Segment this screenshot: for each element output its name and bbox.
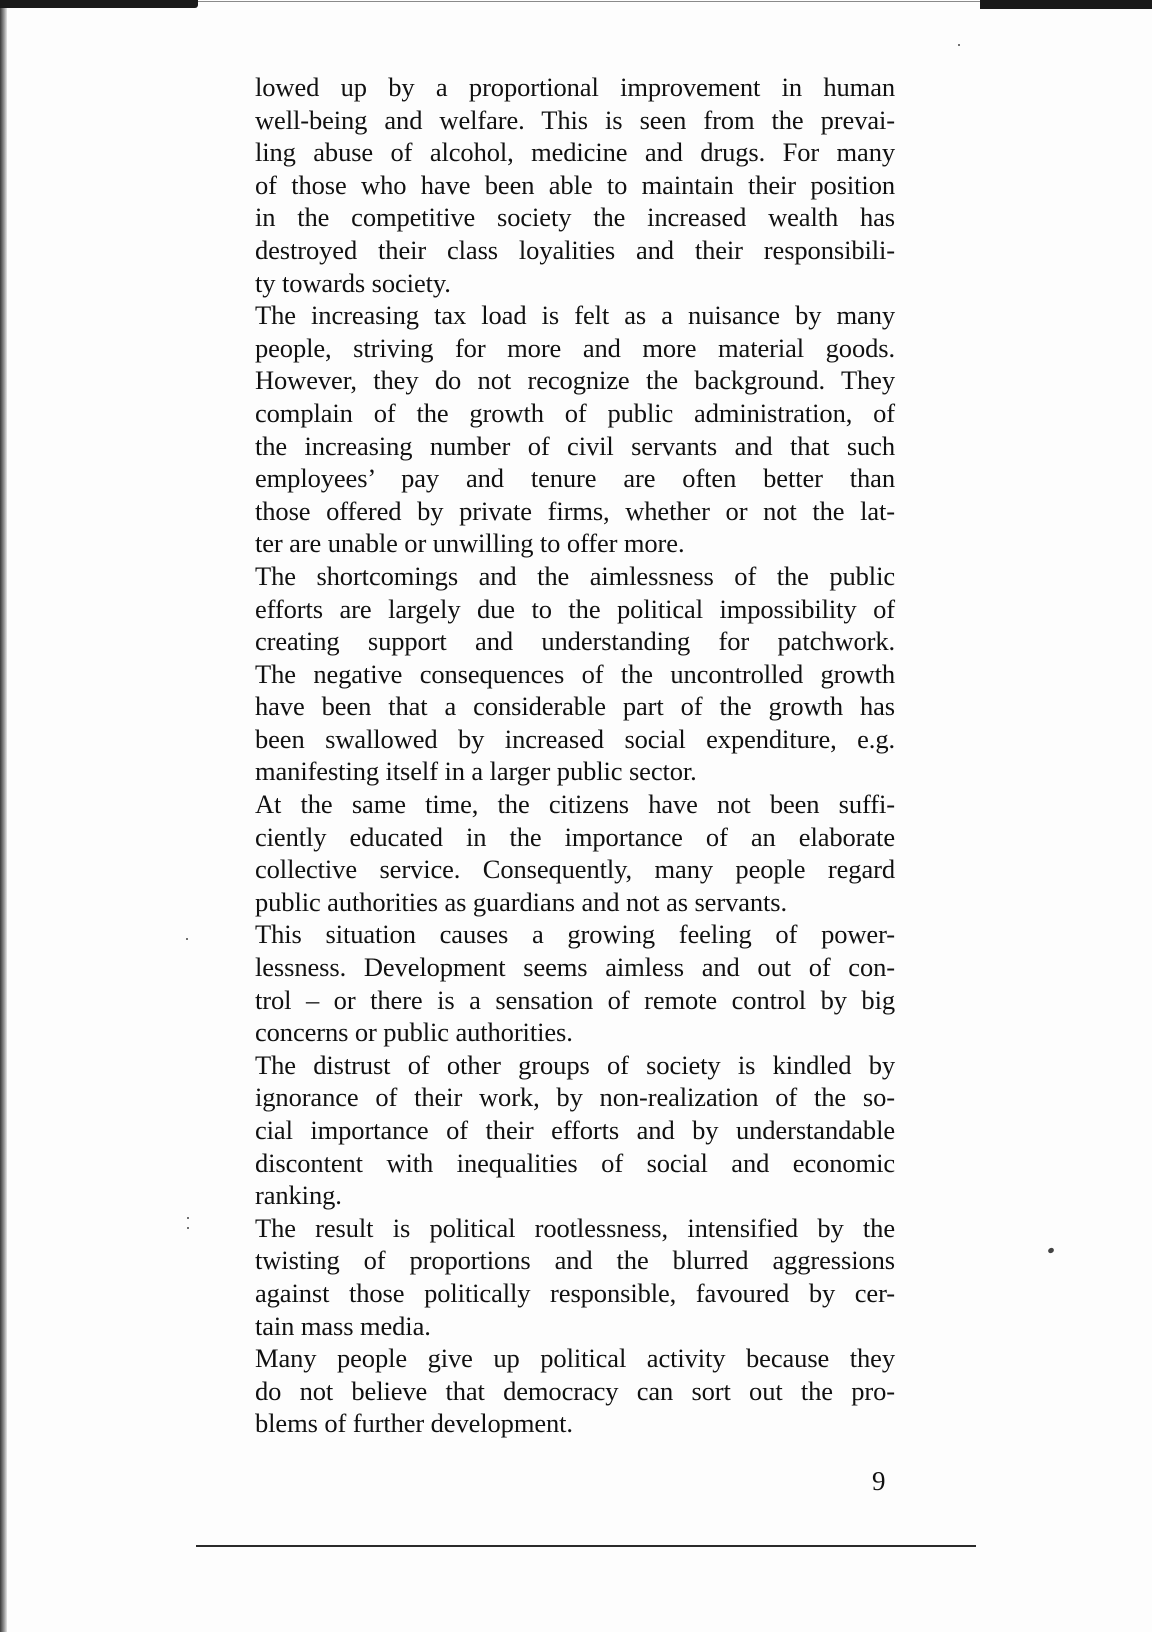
text-line: cial importance of their efforts and by understandable [255,1115,895,1145]
text-line: However, they do not recognize the background. They [255,365,895,396]
text-line: This situation causes a growing feeling of power- [255,919,895,950]
text-line: public authorities as guardians and not as servants. [255,886,788,917]
text-line: ciently educated in the importance of an elaborate [255,821,895,852]
paragraph [255,1049,895,1212]
text-line: At the same time, the citizens have not been suffi- [255,789,895,820]
text-line: employees’ pay and tenure are often better than [255,463,895,494]
page-number: 9 [872,1466,886,1496]
scan-speck [186,938,188,940]
scan-speck [187,1227,189,1229]
text-line: the increasing number of civil servants and that such [255,430,895,461]
paragraph [255,299,895,560]
text-line: twisting of proportions and the blurred aggressions [255,1245,895,1276]
text-line: ty towards society. [255,267,451,298]
text-line: The increasing tax load is felt as a nuisance by many [255,300,895,331]
body-text [255,71,895,1440]
text-line: The shortcomings and the aimlessness of the public [255,560,895,591]
paragraph [255,1342,895,1440]
text-line: complain of the growth of public administration, of [255,397,895,428]
text-line: been swallowed by increased social expenditure, e.g. [255,723,895,754]
text-line: The negative consequences of the uncontrolled growth [255,658,895,689]
text-line: do not believe that democracy can sort out the pro- [255,1375,895,1406]
text-line: have been that a considerable part of the growth has [255,691,895,722]
text-line: people, striving for more and more material goods. [255,332,895,363]
text-line: well-being and welfare. This is seen from the prevai- [255,104,895,135]
text-line: those offered by private firms, whether or not the lat- [255,495,895,526]
text-line: in the competitive society the increased wealth has [255,202,895,233]
scan-speck [187,1217,189,1219]
text-line: creating support and understanding for patchwork. [255,626,895,657]
paragraph [255,1212,895,1342]
text-line: of those who have been able to maintain their position [255,169,895,200]
text-line: against those politically responsible, favoured by cer- [255,1277,895,1308]
text-line: discontent with inequalities of social and economic [255,1147,895,1178]
scan-speck [958,44,960,46]
text-line: manifesting itself in a larger public sector. [255,756,697,787]
text-line: collective service. Consequently, many people regard [255,854,895,885]
footer-rule [196,1545,976,1547]
scan-top-bar-left [0,0,198,8]
text-line: ling abuse of alcohol, medicine and drugs. For many [255,137,895,168]
paragraph [255,788,895,918]
text-line: lessness. Development seems aimless and out of con- [255,952,895,983]
paragraph [255,918,895,1048]
text-line: lowed up by a proportional improvement in human [255,72,895,102]
text-line: The result is political rootlessness, intensified by the [255,1212,895,1243]
text-line: trol – or there is a sensation of remote control by big [255,984,895,1015]
text-line: The distrust of other groups of society is kindled by [255,1049,895,1080]
text-line: blems of further development. [255,1408,573,1439]
text-line: Many people give up political activity because they [255,1343,895,1374]
scan-top-bar-right [980,0,1152,9]
text-line: destroyed their class loyalities and their responsibili- [255,234,895,265]
text-line: concerns or public authorities. [255,1017,573,1048]
text-line: ignorance of their work, by non-realization of the so- [255,1082,895,1113]
text-line: ranking. [255,1180,342,1211]
text-line: efforts are largely due to the political impossibility of [255,593,895,624]
scan-top-line [198,1,980,2]
text-line: ter are unable or unwilling to offer more. [255,528,685,559]
scan-left-edge [0,0,7,1632]
scan-speck [1047,1247,1055,1254]
text-line: tain mass media. [255,1310,431,1341]
paragraph [255,71,895,299]
paragraph [255,560,895,788]
